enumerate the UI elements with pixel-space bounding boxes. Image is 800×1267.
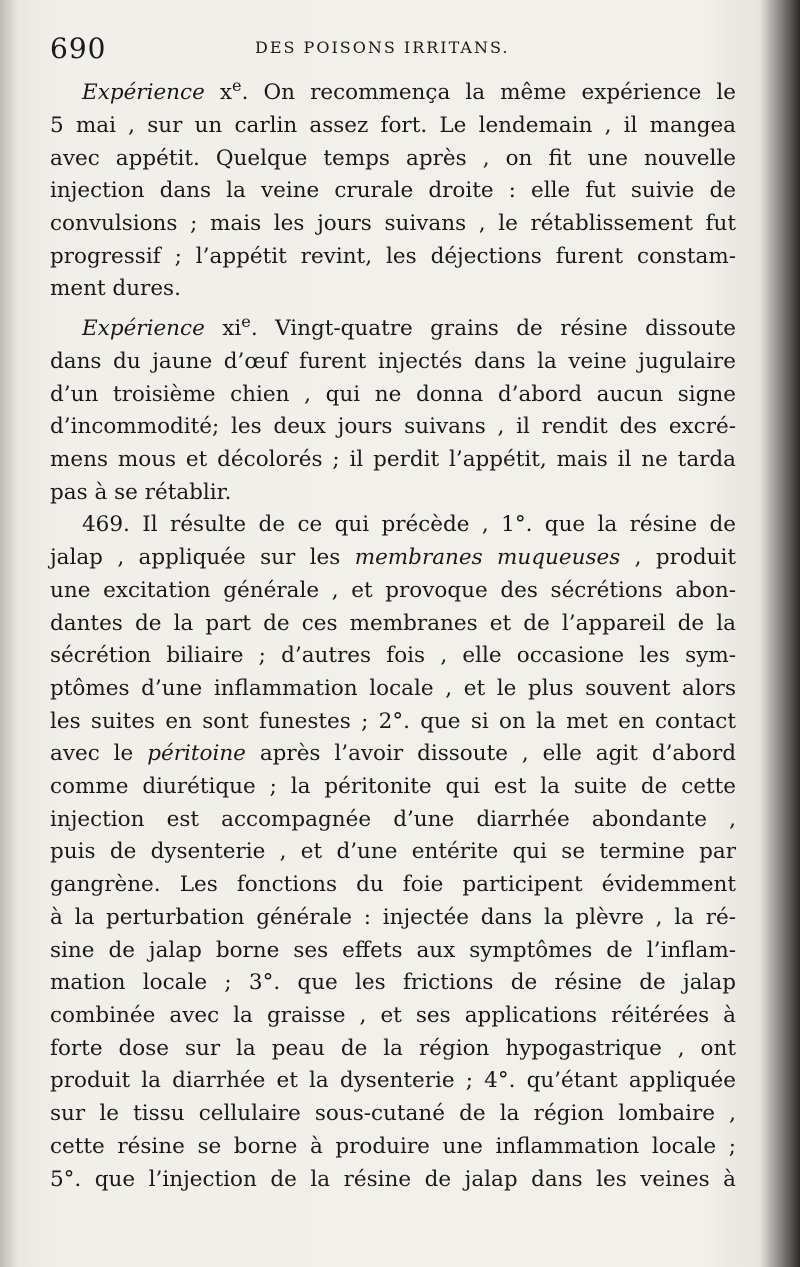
text-line — [50, 175, 736, 208]
running-title: DES POISONS IRRITANS. — [255, 38, 510, 57]
text-line — [50, 143, 736, 176]
paragraph — [50, 70, 736, 306]
page-header — [50, 26, 736, 70]
text-line — [50, 706, 736, 739]
text-line — [50, 110, 736, 143]
text-line — [50, 273, 736, 306]
text-line — [50, 902, 736, 935]
text-run: 5°. que l’injection de la résine de jalap dans les veines à — [50, 1166, 736, 1192]
page-content — [50, 26, 736, 1196]
text-line — [50, 509, 736, 542]
text-line — [50, 70, 736, 110]
text-line — [50, 640, 736, 673]
text-line — [50, 836, 736, 869]
italic-text: Expérience — [82, 80, 205, 106]
text-run: . Vingt-quatre grains de résine dissoute — [250, 316, 736, 342]
text-run: avec appétit. Quelque temps après , on fit une nouvelle — [50, 145, 736, 171]
text-run: pas à se rétablir. — [50, 479, 232, 505]
text-line — [50, 542, 736, 575]
text-run: mens mous et décolorés ; il perdit l’appétit, mais il ne tarda — [50, 447, 736, 473]
text-run: x — [204, 80, 233, 106]
text-run: d’incommodité; les deux jours suivans , il rendit des excré- — [50, 414, 736, 440]
text-run: xi — [204, 316, 242, 342]
text-line — [50, 1131, 736, 1164]
text-run: injection dans la veine crurale droite : elle fut suivie de — [50, 178, 736, 204]
text-run: puis de dysenterie , et d’une entérite qui se termine par — [50, 839, 736, 865]
text-line — [50, 1098, 736, 1131]
text-line — [50, 673, 736, 706]
text-line — [50, 738, 736, 771]
text-run: une excitation générale , et provoque des sécrétions abon- — [50, 577, 736, 603]
text-run: les suites en sont funestes ; 2°. que si on la met en contact — [50, 708, 736, 734]
text-run: après l’avoir dissoute , elle agit d’abord — [245, 741, 737, 767]
text-run: cette résine se borne à produire une inflammation locale ; — [50, 1133, 736, 1159]
text-line — [50, 967, 736, 1000]
italic-text: péritoine — [147, 741, 246, 767]
text-run: progressif ; l’appétit revint, les déjections furent constam- — [50, 243, 736, 269]
text-line — [50, 1000, 736, 1033]
text-run: 469. Il résulte de ce qui précède , 1°. que la résine de — [82, 512, 736, 538]
paragraph — [50, 306, 736, 509]
text-run: . On recommença la même expérience le — [241, 80, 736, 106]
text-run: ment dures. — [50, 276, 181, 302]
text-run: , produit — [620, 545, 736, 571]
text-run: gangrène. Les fonctions du foie participent évidemment — [50, 872, 736, 898]
text-line — [50, 444, 736, 477]
text-run: 5 mai , sur un carlin assez fort. Le lendemain , il mangea — [50, 112, 736, 138]
text-run: dans du jaune d’œuf furent injectés dans la veine jugulaire — [50, 348, 736, 374]
text-run: dantes de la part de ces membranes et de l’appareil de la — [50, 610, 736, 636]
text-line — [50, 869, 736, 902]
text-line — [50, 1033, 736, 1066]
text-line — [50, 935, 736, 968]
text-line — [50, 241, 736, 274]
text-run: comme diurétique ; la péritonite qui est la suite de cette — [50, 774, 736, 800]
text-line — [50, 575, 736, 608]
text-line — [50, 1065, 736, 1098]
text-line — [50, 1164, 736, 1197]
text-line — [50, 208, 736, 241]
text-run: avec le — [50, 741, 148, 767]
italic-text: membranes muqueuses — [354, 545, 621, 571]
text-line — [50, 771, 736, 804]
text-line — [50, 379, 736, 412]
text-run: à la perturbation générale : injectée dans la plèvre , la ré- — [50, 904, 736, 930]
text-run: combinée avec la graisse , et ses applications réitérées à — [50, 1003, 736, 1028]
text-run: sur le tissu cellulaire sous-cutané de la région lombaire , — [50, 1101, 736, 1127]
text-run: convulsions ; mais les jours suivans , le rétablissement fut — [50, 210, 736, 236]
italic-text: Expérience — [82, 316, 205, 342]
body-text — [50, 70, 736, 1196]
page-number: 690 — [50, 32, 107, 65]
text-run: e — [232, 76, 242, 95]
text-line — [50, 608, 736, 641]
text-run: sécrétion biliaire ; d’autres fois , elle occasione les sym- — [50, 643, 736, 669]
text-run: d’un troisième chien , qui ne donna d’abord aucun signe — [50, 381, 736, 407]
text-line — [50, 804, 736, 837]
text-run: produit la diarrhée et la dysenterie ; 4°. qu’étant appliquée — [50, 1068, 736, 1094]
text-line — [50, 346, 736, 379]
text-run: e — [241, 312, 251, 332]
text-run: sine de jalap borne ses effets aux symptômes de l’inflam- — [50, 937, 736, 963]
text-line — [50, 477, 736, 510]
text-run: injection est accompagnée d’une diarrhée abondante , — [50, 806, 736, 832]
text-run: mation locale ; 3°. que les frictions de résine de jalap — [50, 970, 736, 996]
text-run: forte dose sur la peau de la région hypogastrique , ont — [50, 1035, 736, 1061]
text-line — [50, 411, 736, 444]
text-run: jalap , appliquée sur les — [50, 545, 355, 571]
text-line — [50, 306, 736, 346]
paragraph — [50, 509, 736, 1196]
text-run: ptômes d’une inflammation locale , et le plus souvent alors — [50, 675, 736, 701]
